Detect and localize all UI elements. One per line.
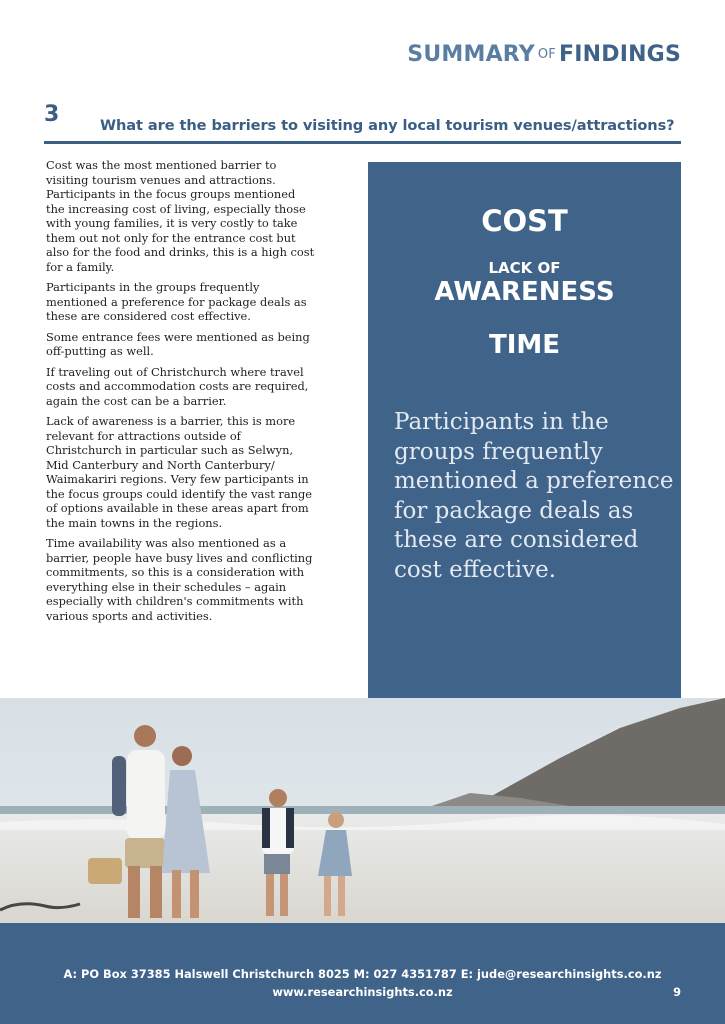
- body-paragraph: Time availability was also mentioned as a barrier, people have busy lives and conflicting commitments, so this is a consideration with everything else in their schedules – again especially with children's commitments with various sports and activities.: [46, 536, 313, 623]
- highlight-panel: [368, 162, 681, 698]
- body-paragraph: Cost was the most mentioned barrier to visiting tourism venues and attractions. Participants in the focus groups mentioned the increasing cost of living, especially those with young families, it is very costly to take them out not only for the entrance cost but also for the food and drinks, this is a high cost for a family.: [46, 158, 315, 274]
- page-number: 9: [673, 985, 681, 999]
- pull-quote: Participants in the groups frequently mentioned a preference for package deals as these are considered cost effective.: [394, 409, 674, 583]
- body-paragraph: Lack of awareness is a barrier, this is more relevant for attractions outside of Christchurch in particular such as Selwyn, Mid Canterbury and North Canterbury/ Waimakariri regions. Very few participants in the focus groups could identify the vast range of options available in these areas apart from the main towns in the regions.: [46, 414, 313, 530]
- section-number: 3: [44, 102, 60, 127]
- body-text-column: [46, 158, 316, 629]
- footer-contact: A: PO Box 37385 Halswell Christchurch 8025 M: 027 4351787 E: jude@researchinsights.co.nz: [63, 967, 662, 981]
- header-divider: [44, 141, 681, 144]
- family-beach-photo: [0, 698, 725, 923]
- footer-website-link[interactable]: www.researchinsights.co.nz: [272, 985, 453, 999]
- section-question: What are the barriers to visiting any local tourism venues/attractions?: [100, 117, 675, 134]
- header-title-findings: FINDINGS: [559, 42, 681, 67]
- page-header-title: [407, 42, 681, 67]
- body-paragraph: If traveling out of Christchurch where travel costs and accommodation costs are required, again the cost can be a barrier.: [46, 364, 309, 408]
- header-title-summary: SUMMARY: [407, 42, 535, 67]
- page-footer: [0, 923, 725, 1024]
- keyword-cost: COST: [481, 204, 568, 238]
- keyword-awareness: AWARENESS: [434, 277, 615, 307]
- body-paragraph: Participants in the groups frequently mentioned a preference for package deals as these are considered cost effective.: [46, 280, 307, 323]
- beach-photo-illustration: [0, 698, 725, 923]
- keyword-time: TIME: [488, 330, 561, 360]
- body-paragraph: Some entrance fees were mentioned as being off-putting as well.: [46, 329, 310, 358]
- header-title-of: OF: [537, 47, 556, 62]
- keyword-lack-of: LACK OF: [488, 259, 561, 277]
